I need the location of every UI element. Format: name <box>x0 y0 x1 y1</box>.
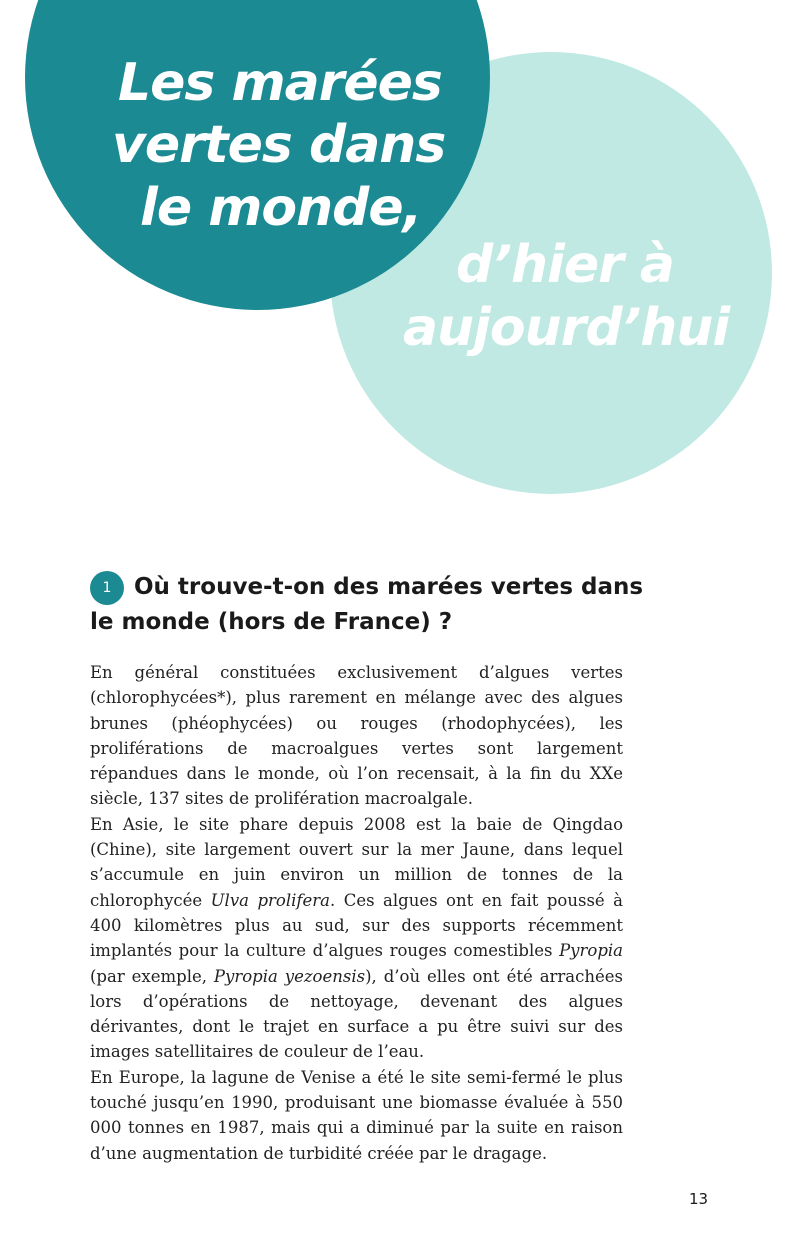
paragraph-2-part-c: (par exemple, <box>90 966 214 986</box>
species-name-pyropia-yezoensis: Pyropia yezoensis <box>213 966 366 986</box>
paragraph-2-part-b: . Ces algues ont en fait poussé à 400 kilomètres plus au sud, sur des supports récemment implantés pour la culture d’algues rouges comestibles <box>90 890 623 961</box>
paragraph-3: En Europe, la lagune de Venise a été le site semi-fermé le plus touché jusqu’en 1990, produisant une biomasse évaluée à 550 000 tonnes en 1987, mais qui a diminué par la suite en raison d’une augmentation de turbidité créée par le dragage. <box>90 1067 623 1163</box>
chapter-subtitle-line-1: d’hier à <box>456 235 674 295</box>
species-name-ulva-prolifera: Ulva prolifera <box>210 890 330 910</box>
chapter-subtitle-line-2: aujourd’hui <box>403 298 730 358</box>
genus-name-pyropia: Pyropia <box>559 941 623 961</box>
paragraph-2 <box>90 812 623 1065</box>
body-text <box>90 660 623 1166</box>
section-heading-text: Où trouve-t-on des marées vertes dans le monde (hors de France) ? <box>90 574 644 635</box>
paragraph-1: En général constituées exclusivement d’algues vertes (chlorophycées*), plus rarement en mélange avec des algues brunes (phéophycées) ou rouges (rhodophycées), les proliférations de macroalgues vertes sont largement répandues dans le monde, où l’on recensait, à la fin du XXe siècle, 137 sites de prolifération macroalgale. <box>90 663 623 809</box>
paragraph-2-part-d: ), d’où elles ont été arrachées lors d’opérations de nettoyage, devenant des algues dérivantes, dont le trajet en surface a pu être suivi sur des images satellitaires de couleur de l’eau. <box>90 966 624 1062</box>
section-number-badge: 1 <box>90 571 124 605</box>
section-heading <box>90 570 650 640</box>
paragraph-2-part-a: En Asie, le site phare depuis 2008 est la baie de Qingdao (Chine), site largement ouvert sur la mer Jaune, dans lequel s’accumule en juin environ un million de tonnes de la chlorophycée <box>90 814 623 910</box>
chapter-title-line-2: vertes dans <box>112 115 446 175</box>
page-number: 13 <box>689 1190 709 1208</box>
chapter-title-line-1: Les marées <box>118 53 442 113</box>
chapter-title-line-3: le monde, <box>140 178 422 238</box>
